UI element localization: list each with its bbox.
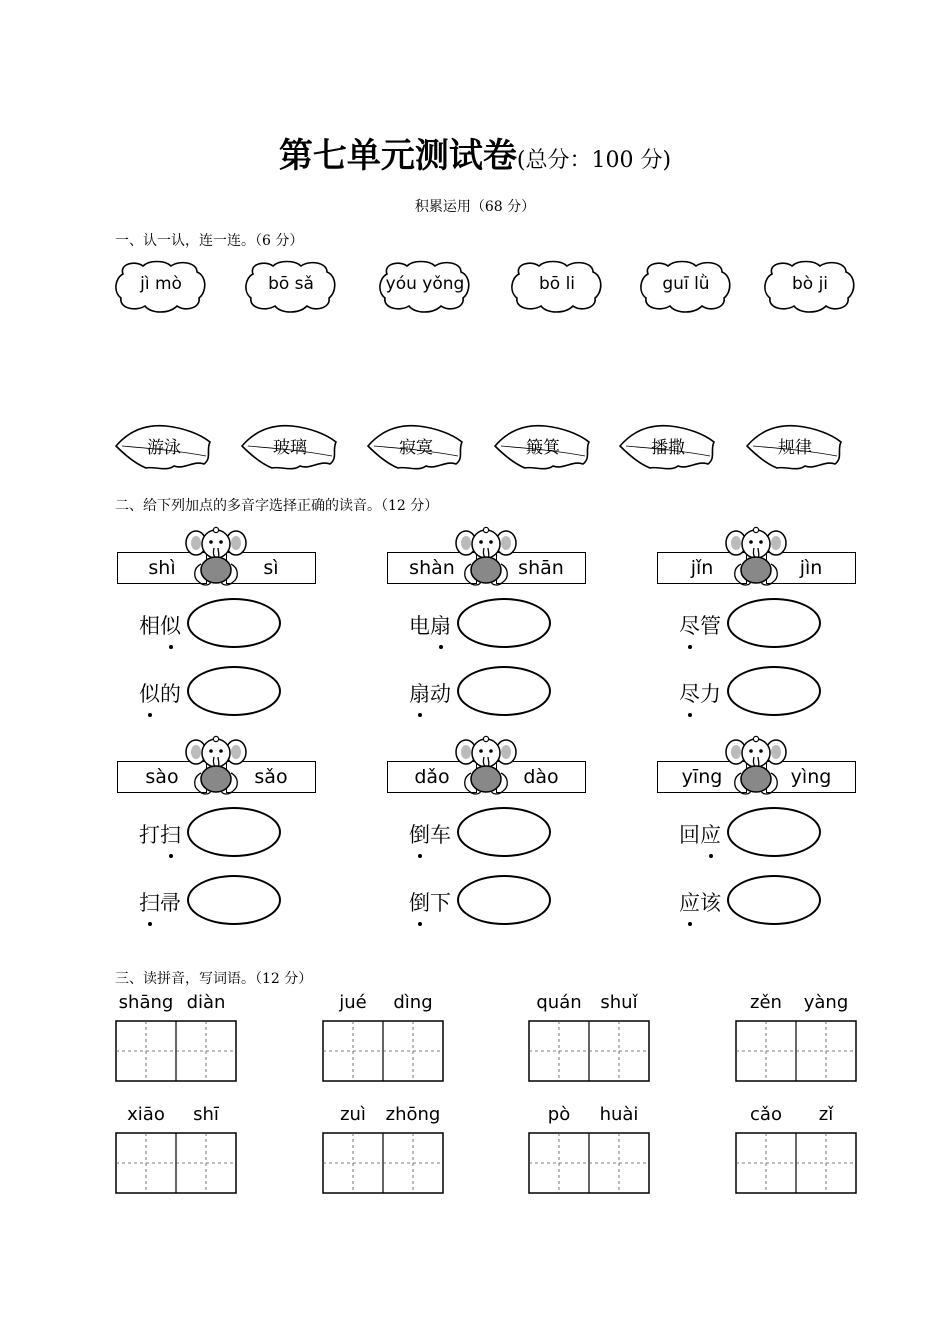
elephant-wrapper [185, 733, 247, 799]
dotted-character: 扇 [409, 678, 430, 708]
tianzige-grid[interactable] [115, 1020, 237, 1082]
leaf-word: 规律 [778, 438, 812, 458]
pinyin-syllable-1: quán [536, 992, 582, 1013]
leaf-word: 播撒 [651, 438, 685, 458]
dotted-character: 似 [160, 610, 181, 640]
pinyin-syllable-1: pò [547, 1104, 571, 1125]
elephant-wrapper [725, 733, 787, 799]
word-leaf[interactable] [745, 420, 845, 472]
cloud-pinyin: bō sǎ [268, 274, 314, 294]
word-leaf[interactable] [618, 420, 718, 472]
pinyin-option-right[interactable]: shān [496, 552, 586, 584]
pinyin-syllable-2: shī [193, 1104, 219, 1125]
grid-lines [322, 1020, 444, 1082]
title-main: 第七单元测试卷 [278, 136, 517, 176]
tianzige-grid[interactable] [322, 1020, 444, 1082]
polyphone-word [679, 678, 721, 708]
pinyin-cloud[interactable] [638, 258, 734, 314]
cloud-pinyin: bō li [538, 274, 576, 294]
cloud-pinyin: yóu yǒng [385, 274, 465, 294]
elephant-wrapper [725, 524, 787, 590]
polyphone-word [409, 610, 451, 640]
pinyin-cloud[interactable] [762, 258, 858, 314]
pinyin-option-right[interactable]: sì [226, 552, 316, 584]
word-suffix: 管 [700, 614, 721, 638]
word-prefix: 回 [679, 823, 700, 847]
dotted-character: 扫 [160, 819, 181, 849]
word-leaf[interactable] [114, 420, 214, 472]
dotted-character: 扫 [139, 887, 160, 917]
pinyin-syllable-1: jué [339, 992, 367, 1013]
dotted-character: 尽 [679, 678, 700, 708]
word-suffix: 该 [700, 891, 721, 915]
pinyin-option-left[interactable]: jǐn [657, 552, 747, 584]
word-prefix: 打 [139, 823, 160, 847]
polyphone-word [409, 678, 451, 708]
cloud-pinyin: jì mò [140, 274, 182, 294]
tianzige-grid[interactable] [528, 1020, 650, 1082]
elephant-icon [185, 733, 247, 799]
pinyin-syllable-1: xiāo [127, 1104, 165, 1125]
leaf-word: 寂寞 [399, 438, 433, 458]
pinyin-syllable-2: dìng [393, 992, 433, 1013]
polyphone-word [409, 819, 451, 849]
q1-heading: 一、认一认，连一连。（6 分） [115, 233, 304, 249]
pinyin-syllable-2: shuǐ [600, 992, 638, 1013]
tianzige-grid[interactable] [115, 1132, 237, 1194]
word-prefix: 电 [409, 614, 430, 638]
answer-oval[interactable] [187, 666, 281, 716]
dotted-character: 尽 [679, 610, 700, 640]
grid-lines [115, 1132, 237, 1194]
word-leaf[interactable] [493, 420, 593, 472]
answer-oval[interactable] [457, 807, 551, 857]
polyphone-word [139, 610, 181, 640]
dotted-character: 应 [679, 887, 700, 917]
elephant-icon [455, 524, 517, 590]
grid-lines [115, 1020, 237, 1082]
dotted-character: 倒 [409, 887, 430, 917]
grid-lines [735, 1132, 857, 1194]
pinyin-syllable-2: yàng [803, 992, 849, 1013]
elephant-icon [185, 524, 247, 590]
answer-oval[interactable] [457, 875, 551, 925]
pinyin-option-left[interactable]: dǎo [387, 761, 477, 793]
pinyin-option-left[interactable]: shì [117, 552, 207, 584]
word-leaf[interactable] [240, 420, 340, 472]
pinyin-option-right[interactable]: yìng [766, 761, 856, 793]
dotted-character: 似 [139, 678, 160, 708]
pinyin-option-right[interactable]: jìn [766, 552, 856, 584]
word-suffix: 力 [700, 682, 721, 706]
pinyin-option-left[interactable]: sào [117, 761, 207, 793]
dotted-character: 应 [700, 819, 721, 849]
elephant-icon [455, 733, 517, 799]
answer-oval[interactable] [457, 666, 551, 716]
dotted-character: 倒 [409, 819, 430, 849]
answer-oval[interactable] [187, 598, 281, 648]
pinyin-cloud[interactable] [509, 258, 605, 314]
word-leaf[interactable] [366, 420, 466, 472]
elephant-wrapper [185, 524, 247, 590]
q3-heading: 三、读拼音，写词语。（12 分） [115, 971, 313, 987]
pinyin-syllable-1: shāng [118, 992, 174, 1013]
polyphone-word [679, 887, 721, 917]
polyphone-word [139, 887, 181, 917]
word-suffix: 下 [430, 891, 451, 915]
leaf-word: 簸箕 [526, 438, 560, 458]
pinyin-syllable-2: zǐ [818, 1104, 834, 1125]
tianzige-grid[interactable] [735, 1020, 857, 1082]
pinyin-option-right[interactable]: sǎo [226, 761, 316, 793]
pinyin-syllable-1: zuì [340, 1104, 366, 1125]
pinyin-syllable-1: zěn [750, 992, 782, 1013]
answer-oval[interactable] [727, 666, 821, 716]
pinyin-syllable-1: cǎo [750, 1104, 782, 1125]
pinyin-cloud[interactable] [243, 258, 339, 314]
pinyin-syllable-2: huài [599, 1104, 639, 1125]
grid-lines [528, 1020, 650, 1082]
grid-lines [735, 1020, 857, 1082]
polyphone-word [139, 819, 181, 849]
pinyin-cloud[interactable] [113, 258, 209, 314]
answer-oval[interactable] [727, 807, 821, 857]
pinyin-syllable-2: diàn [186, 992, 226, 1013]
tianzige-grid[interactable] [735, 1132, 857, 1194]
grid-lines [322, 1132, 444, 1194]
elephant-wrapper [455, 733, 517, 799]
answer-oval[interactable] [727, 598, 821, 648]
leaf-word: 玻璃 [273, 438, 307, 458]
elephant-wrapper [455, 524, 517, 590]
title-score: (总分：100 分) [516, 148, 672, 173]
pinyin-syllable-2: zhōng [385, 1104, 441, 1125]
section-header: 积累运用（68 分） [414, 199, 536, 215]
polyphone-word [679, 819, 721, 849]
pinyin-option-left[interactable]: yīng [657, 761, 747, 793]
pinyin-option-right[interactable]: dào [496, 761, 586, 793]
tianzige-grid[interactable] [322, 1132, 444, 1194]
answer-oval[interactable] [727, 875, 821, 925]
answer-oval[interactable] [187, 807, 281, 857]
dotted-character: 扇 [430, 610, 451, 640]
answer-oval[interactable] [457, 598, 551, 648]
polyphone-word [409, 887, 451, 917]
tianzige-grid[interactable] [528, 1132, 650, 1194]
elephant-icon [725, 524, 787, 590]
pinyin-option-left[interactable]: shàn [387, 552, 477, 584]
pinyin-cloud[interactable] [377, 258, 473, 314]
cloud-pinyin: guī lǜ [662, 274, 710, 294]
elephant-icon [725, 733, 787, 799]
grid-lines [528, 1132, 650, 1194]
word-suffix: 车 [430, 823, 451, 847]
q2-heading: 二、给下列加点的多音字选择正确的读音。（12 分） [115, 498, 439, 514]
word-suffix: 的 [160, 682, 181, 706]
answer-oval[interactable] [187, 875, 281, 925]
polyphone-word [139, 678, 181, 708]
cloud-pinyin: bò ji [791, 274, 829, 294]
word-suffix: 动 [430, 682, 451, 706]
page-title [0, 128, 950, 177]
word-prefix: 相 [139, 614, 160, 638]
leaf-word: 游泳 [147, 438, 181, 458]
word-suffix: 帚 [160, 891, 181, 915]
polyphone-word [679, 610, 721, 640]
